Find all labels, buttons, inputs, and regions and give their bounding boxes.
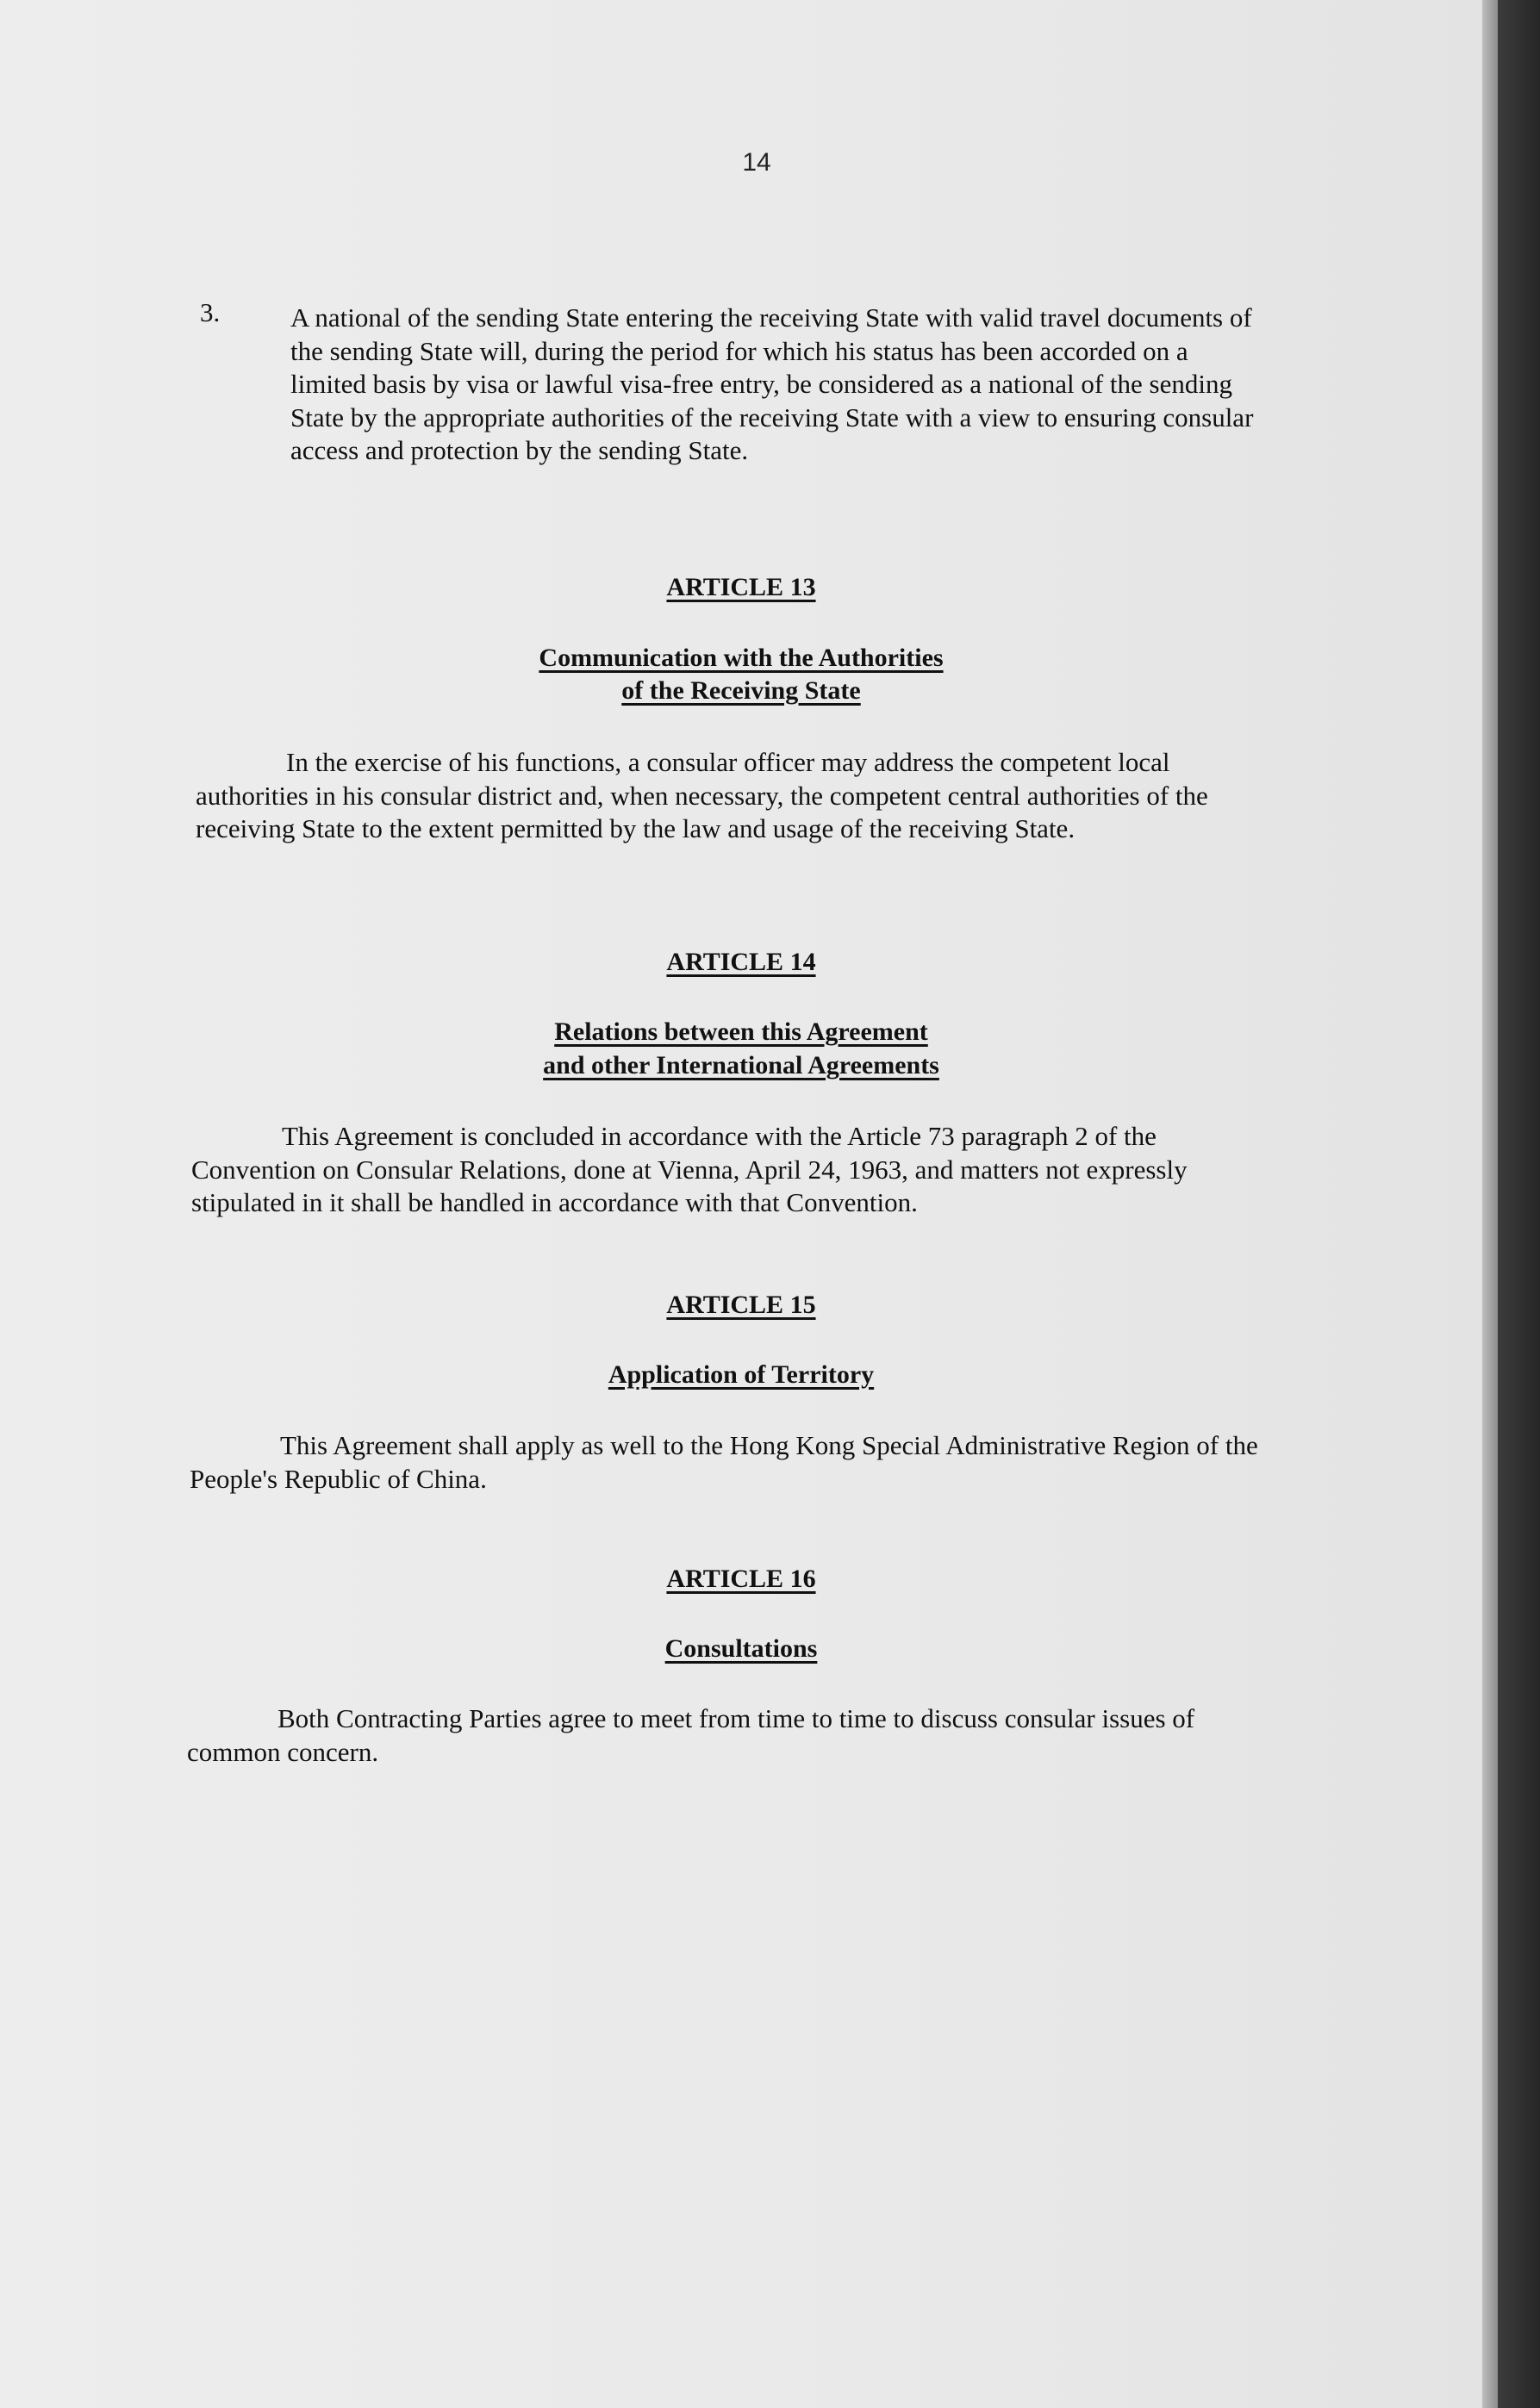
article-16-heading: ARTICLE 16: [666, 1565, 816, 1593]
article-14-subtitle-line-2: and other International Agreements: [543, 1051, 939, 1080]
article-15-subtitle: Application of Territory: [608, 1360, 875, 1389]
article-15-body: This Agreement shall apply as well to the Hong Kong Special Administrative Region of the People's Republic of China.: [190, 1430, 1258, 1494]
article-16-subtitle: Consultations: [664, 1634, 818, 1663]
paragraph-3-text: A national of the sending State entering the receiving State with valid travel documents of the sending State will, during the period for which his status has been accorded on a limited basis by visa or lawful visa-free entry, be considered as a national of the sending State by the appropriate authorities of the receiving State with a view to ensuring consular access and protection by the sending State.: [290, 302, 1254, 465]
page-edge-shadow: [1482, 0, 1498, 2408]
article-14-body: This Agreement is concluded in accordance with the Article 73 paragraph 2 of the Convention on Consular Relations, done at Vienna, April 24, 1963, and matters not expressly stipulated in it shall be handled in accordance with that Convention.: [191, 1121, 1188, 1217]
article-13-subtitle-line-1: Communication with the Authorities: [539, 644, 944, 672]
binding-edge: [1498, 0, 1540, 2408]
article-13-body: In the exercise of his functions, a consular officer may address the competent local authorities in his consular district and, when necessary, the competent central authorities of the receiving State to the extent permitted by the law and usage of the receiving State.: [196, 747, 1208, 843]
article-14-subtitle-line-1: Relations between this Agreement: [554, 1017, 928, 1046]
article-13-heading: ARTICLE 13: [666, 573, 816, 601]
article-16-body: Both Contracting Parties agree to meet from time to time to discuss consular issues of common concern.: [187, 1703, 1195, 1767]
article-13-subtitle-line-2: of the Receiving State: [621, 676, 861, 705]
article-15-heading: ARTICLE 15: [666, 1291, 816, 1319]
paragraph-number: 3.: [200, 297, 221, 327]
page-number: 14: [742, 148, 771, 177]
article-14-heading: ARTICLE 14: [666, 948, 816, 976]
